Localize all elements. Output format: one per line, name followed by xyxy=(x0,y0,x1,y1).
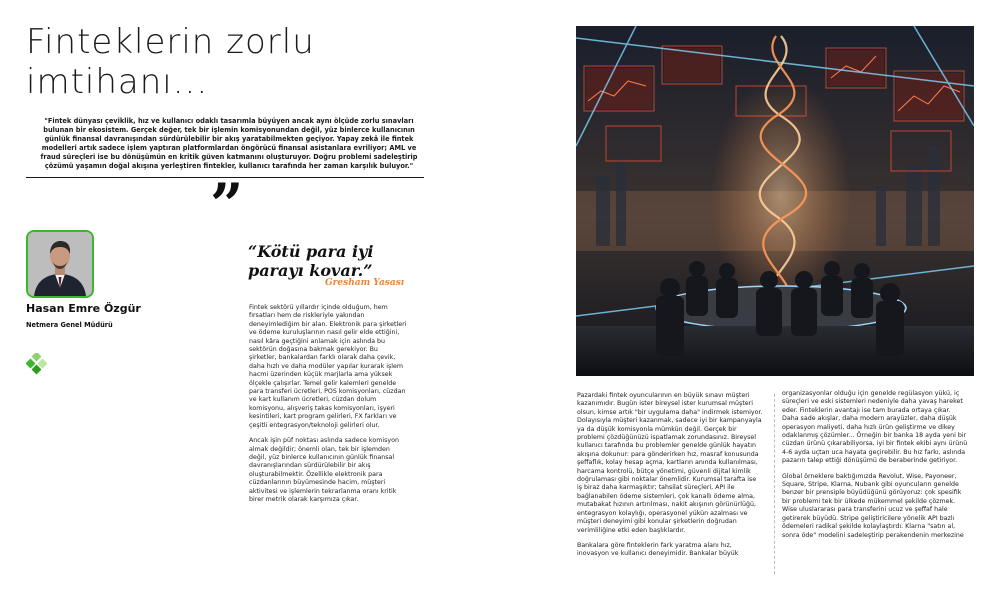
title-line-1: Finteklerin zorlu xyxy=(26,22,315,62)
body-paragraph: Pazardaki fintek oyuncularının en büyük sınavı müşteri kazanımıdır. Bugün ister bireysel ister kurumsal müşteri olsun, kimse artık "bir uygulama daha" indirmek istemiyor. Dolayısıyla müşteri kazanmak, sadece iyi bir kampanyayla ya da düşük komisyonla mümkün değil. Gerçek bir problemi çözdüğünüzü ispatlamak zorundasınız. Bireysel kullanıcı tarafında bu problemler genelde günlük hayatın akışına dokunur: para gönderirken hız, masraf konusunda şeffaflık, kolay hesap açma, kartların anında kullanılması, harcama kontrolü, bütçe yönetimi, güvenli dijital kimlik doğrulaması gibi noktalar önemlidir. Kurumsal tarafta ise iş biraz daha karmaşıktır; tahsilat süreçleri, API ile bağlanabilen ödeme sistemleri, çok kanallı ödeme alma, mutabakat hızının artırılması, nakit akışının görünürlüğü, entegrasyon kolaylığı, operasyonel yükün azalması ve müşteri deneyimi gibi konular şirketlerin doğrudan verimliliğine etki eden başlıklardır. xyxy=(577,392,763,534)
right-body-column-2 xyxy=(782,390,968,547)
title-line-2: imtihanı... xyxy=(26,62,209,102)
pull-quote: “Kötü para iyi parayı kovar.” xyxy=(248,242,374,280)
body-paragraph: organizasyonlar olduğu için genelde regülasyon yükü, iç süreçleri ve eski sistemleri nedeniyle daha yavaş hareket eder. Finteklerin avantajı ise tam burada ortaya çıkar. Daha sade akışlar, daha modern arayüzler, daha düşük operasyon maliyeti, daha hızlı ürün geliştirme ve dikey odaklanmış çözümler... Örneğin bir banka 18 ayda yeni bir cüzdan ürünü çıkarabiliyorsa, iyi bir fintek ekibi aynı ürünü 4-6 ayda uçtan uca hayata geçirebilir. Bu hız farkı, aslında pazarın talep ettiği dönüşümü de beraberinde getiriyor. xyxy=(782,390,968,465)
article-lead: "Fintek dünyası çeviklik, hız ve kullanıcı odaklı tasarımla büyüyen ancak aynı ölçüde zorlu sınavları bulunan bir ekosistem. Gerçek değer, tek bir işlemin komisyonundan değil, yüz binlerce kullanıcının günlük finansal davranışından sürdürülebilir bir akış yaratabilmekten geçiyor. Yapay zekâ ile fintek modelleri artık sadece işlem yaptıran platformlardan öngörücü finansal asistanlara evriliyor; AML ve fraud süreçleri ise bu dönüşümün en kritik güven katmanını oluşturuyor. Doğru problemi sadeleştirip çözümü yaşamın doğal akışına yerleştiren fintekler, kullanıcı tarafında her zaman karşılık buluyor." xyxy=(40,117,418,170)
netmera-logo-icon xyxy=(26,353,48,375)
body-paragraph: Fintek sektörü yıllardır içinde olduğum, hem fırsatları hem de riskleriyle yakından deneyimlediğim bir alan. Elektronik para şirketleri ve ödeme kuruluşlarının nasıl gelir elde ettiğini, nasıl kâra geçtiğini anlamak için aslında bu sektörün doğasına bakmak gerekiyor. Bu şirketler, bankalardan farklı olarak daha çevik, daha hızlı ve daha modüler yapılar kurarak işlem hacmi üzerinden küçük marjlarla ama yüksek ölçekle çalışırlar. Temel gelir kalemleri genelde para transferi ücretleri, POS komisyonları, cüzdan ve kart kullanım ücretleri, cüzdan dolum komisyonu, alışveriş takas komisyonları, işyeri kesintileri, kart program gelirleri, FX farkları ve çeşitli entegrasyon/teknoloji gelirleri olur. xyxy=(249,304,407,429)
body-paragraph: Ancak işin püf noktası aslında sadece komisyon almak değildir; önemli olan, tek bir işlemden değil, yüz binlerce kullanıcının günlük finansal davranışlarından sürdürülebilir bir akış oluşturabilmektir. Özellikle elektronik para cüzdanlarının büyümesinde hacim, müşteri aktivitesi ve işlemlerin tekrarlanma oranı kritik birer metrik olarak karşımıza çıkar. xyxy=(249,437,399,503)
author-avatar xyxy=(26,230,94,298)
body-paragraph: Global örneklere baktığımızda Revolut, Wise, Payoneer, Square, Stripe, Klarna, Nubank gibi oyuncuların genelde benzer bir prensiple büyüdüğünü görüyoruz: çok spesifik bir problemi tek bir ülkede mükemmel şekilde çözmek. Wise uluslararası para transferini ucuz ve şeffaf hale getirerek büyüdü. Stripe geliştiricilere yönelik API bazlı ödemeleri radikal şekilde kolaylaştırdı. Klarna "satın al, sonra öde" modelini sadeleştirip perakendenin merkezine xyxy=(782,472,964,539)
article-title xyxy=(26,22,315,102)
body-paragraph: Bankalara göre fintеklerin fark yaratma alanı hız, inovasyon ve kullanıcı deneyimidir. Bankalar büyük xyxy=(577,541,739,558)
quote-mark-icon: ” xyxy=(210,171,244,239)
left-page xyxy=(0,0,440,600)
pull-quote-source: Gresham Yasası xyxy=(325,278,405,288)
left-body-column xyxy=(249,304,407,511)
right-body-column-1 xyxy=(577,392,763,566)
author-role: Netmera Genel Müdürü xyxy=(26,321,113,329)
fintech-meeting-illustration xyxy=(576,26,974,376)
column-divider xyxy=(774,394,775,574)
right-page xyxy=(540,0,1000,600)
author-name: Hasan Emre Özgür xyxy=(26,302,141,315)
